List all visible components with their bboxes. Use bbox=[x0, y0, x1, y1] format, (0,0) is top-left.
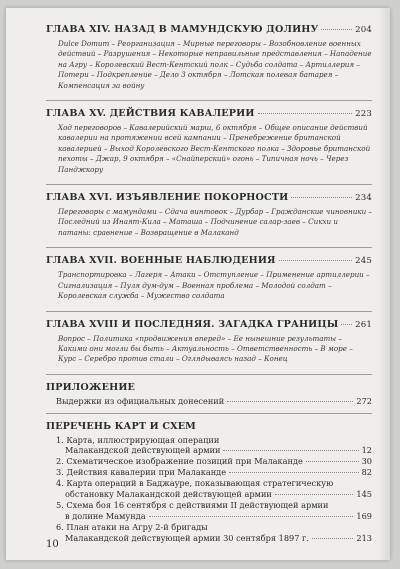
chapter-page-number: 261 bbox=[355, 319, 372, 330]
divider bbox=[46, 374, 372, 375]
chapter-entry bbox=[46, 192, 372, 238]
divider bbox=[46, 100, 372, 101]
book-page bbox=[6, 8, 390, 560]
map-entry-title: 3. Действия кавалерии при Малаканде bbox=[56, 467, 227, 478]
chapter-heading bbox=[46, 319, 372, 330]
appendix-section bbox=[46, 382, 372, 407]
appendix-heading: ПРИЛОЖЕНИЕ bbox=[46, 381, 136, 393]
appendix-entry bbox=[56, 396, 372, 407]
chapter-title: ГЛАВА XVI. ИЗЪЯВЛЕНИЕ ПОКОРНОСТИ bbox=[46, 192, 289, 204]
map-entry-title: 4. Карта операций в Баджауре, показывающая стратегическую bbox=[56, 478, 334, 489]
page-folio-number: 10 bbox=[46, 539, 59, 550]
chapter-page-number: 223 bbox=[355, 109, 372, 120]
divider bbox=[46, 311, 372, 312]
appendix-page-number: 272 bbox=[356, 395, 372, 406]
chapter-entry bbox=[46, 255, 372, 301]
map-entry-title: 1. Карта, иллюстрирующая операции bbox=[56, 434, 220, 445]
maps-section bbox=[46, 421, 372, 544]
map-entry bbox=[56, 467, 372, 478]
map-entry-continuation bbox=[56, 489, 372, 500]
map-entry-title: 6. План атаки на Агру 2-й бригады bbox=[56, 521, 208, 532]
chapter-summary: Переговоры с мамундами – Сдача винтовок – Дурбар – Гражданские чиновники – Последний из Инаят-Кила – Маташа – Подчинение салар-заев – Сикхи и патаны: сравнение – Возвращение в Малаканд bbox=[58, 207, 373, 237]
leader-dots bbox=[229, 472, 359, 473]
map-page-number: 145 bbox=[356, 489, 372, 500]
map-entry bbox=[56, 456, 372, 467]
leader-dots bbox=[149, 516, 354, 517]
page-binding-shadow bbox=[378, 8, 390, 560]
chapter-title: ГЛАВА XIV. НАЗАД В МАМУНДСКУЮ ДОЛИНУ bbox=[46, 24, 319, 35]
map-entry-row bbox=[56, 456, 372, 467]
map-entry bbox=[56, 435, 372, 457]
map-page-number: 30 bbox=[361, 456, 372, 467]
map-entry-title: 2. Схематическое изображение позиций при Малаканде bbox=[56, 456, 303, 467]
map-entry-subtitle: Малакандской действующей армии 30 сентября 1897 г. bbox=[65, 532, 309, 543]
chapter-heading bbox=[46, 192, 372, 203]
chapter-heading bbox=[46, 24, 372, 35]
map-page-number: 169 bbox=[356, 510, 372, 521]
chapter-title: ГЛАВА XVIII И ПОСЛЕДНЯЯ. ЗАГАДКА ГРАНИЦЫ bbox=[46, 318, 339, 330]
chapter-summary: Dulce Domum – Реорганизация – Мирные переговоры – Возобновление военных действий – Разрушения – Некоторые неправильные представления – Нападение на Агру – Королевский Вест-Кентский полк – Судьба солдата – Артиллерия – Потери – Подкрепление – Дело 3 октября – Лотская полевая батарея – Компенсация за войну bbox=[58, 39, 372, 90]
leader-dots bbox=[321, 29, 352, 30]
map-page-number: 82 bbox=[361, 467, 372, 478]
map-entry bbox=[56, 522, 372, 544]
leader-dots bbox=[279, 260, 352, 261]
map-entry-title: 5. Схема боя 16 сентября с действиями II действующей армии bbox=[56, 499, 329, 510]
chapter-heading bbox=[46, 255, 372, 266]
chapter-heading bbox=[46, 108, 372, 119]
map-entry-continuation bbox=[56, 445, 372, 456]
map-entry-subtitle: обстановку Малакандской действующей армии bbox=[65, 489, 272, 500]
chapter-entry bbox=[46, 319, 372, 365]
leader-dots bbox=[312, 538, 353, 539]
map-entry-continuation bbox=[56, 533, 372, 544]
divider bbox=[46, 247, 372, 248]
chapter-page-number: 234 bbox=[355, 193, 372, 204]
divider bbox=[46, 184, 372, 185]
map-page-number: 213 bbox=[356, 532, 372, 543]
chapter-entry bbox=[46, 108, 372, 175]
leader-dots bbox=[306, 461, 359, 462]
map-entry-subtitle: в долине Мамунда bbox=[65, 510, 146, 521]
map-entry-continuation bbox=[56, 511, 372, 522]
chapter-entry bbox=[46, 24, 372, 91]
leader-dots bbox=[341, 324, 352, 325]
table-of-contents bbox=[46, 24, 372, 544]
appendix-entry-title: Выдержки из официальных донесений bbox=[56, 395, 225, 406]
chapter-page-number: 245 bbox=[355, 256, 372, 267]
leader-dots bbox=[227, 401, 353, 402]
leader-dots bbox=[258, 113, 353, 114]
map-entry-subtitle: Малакандской действующей армии bbox=[65, 445, 221, 456]
chapter-title: ГЛАВА XV. ДЕЙСТВИЯ КАВАЛЕРИИ bbox=[46, 108, 255, 120]
map-page-number: 12 bbox=[361, 445, 372, 456]
chapter-summary: Ход переговоров – Кавалерийский марш, 6 октября – Общее описание действий кавалерии на протяжении всей кампании – Пренебрежение британской кавалерией – Выход Королевского Вест-Кентского полка – Здоровье британской пехоты – Джар, 9 октября – «Снайперский» огонь – Типичная ночь – Через Панджкору bbox=[58, 123, 371, 174]
map-entry bbox=[56, 500, 372, 522]
divider bbox=[46, 413, 372, 414]
map-entry-row bbox=[56, 467, 372, 478]
leader-dots bbox=[223, 450, 358, 451]
chapter-summary: Транспортировка – Лагеря – Атаки – Отступление – Применение артиллерии – Сигнализация – Пуля дум-дум – Военная проблема – Молодой солдат – Королевская служба – Мужество солдата bbox=[58, 270, 370, 301]
maps-heading: ПЕРЕЧЕНЬ КАРТ И СХЕМ bbox=[46, 420, 196, 432]
chapter-page-number: 204 bbox=[355, 25, 372, 35]
leader-dots bbox=[275, 494, 354, 495]
chapter-title: ГЛАВА XVII. ВОЕННЫЕ НАБЛЮДЕНИЯ bbox=[46, 255, 276, 267]
leader-dots bbox=[291, 197, 352, 198]
map-entry bbox=[56, 478, 372, 500]
chapter-summary: Вопрос – Политика «продвижения вперед» – Ее нынешние результаты – Какими они могли бы быть – Актуальность – Ответственность – В море – Курс – Серебро против стали – Оглядываясь назад – Конец bbox=[58, 333, 353, 364]
